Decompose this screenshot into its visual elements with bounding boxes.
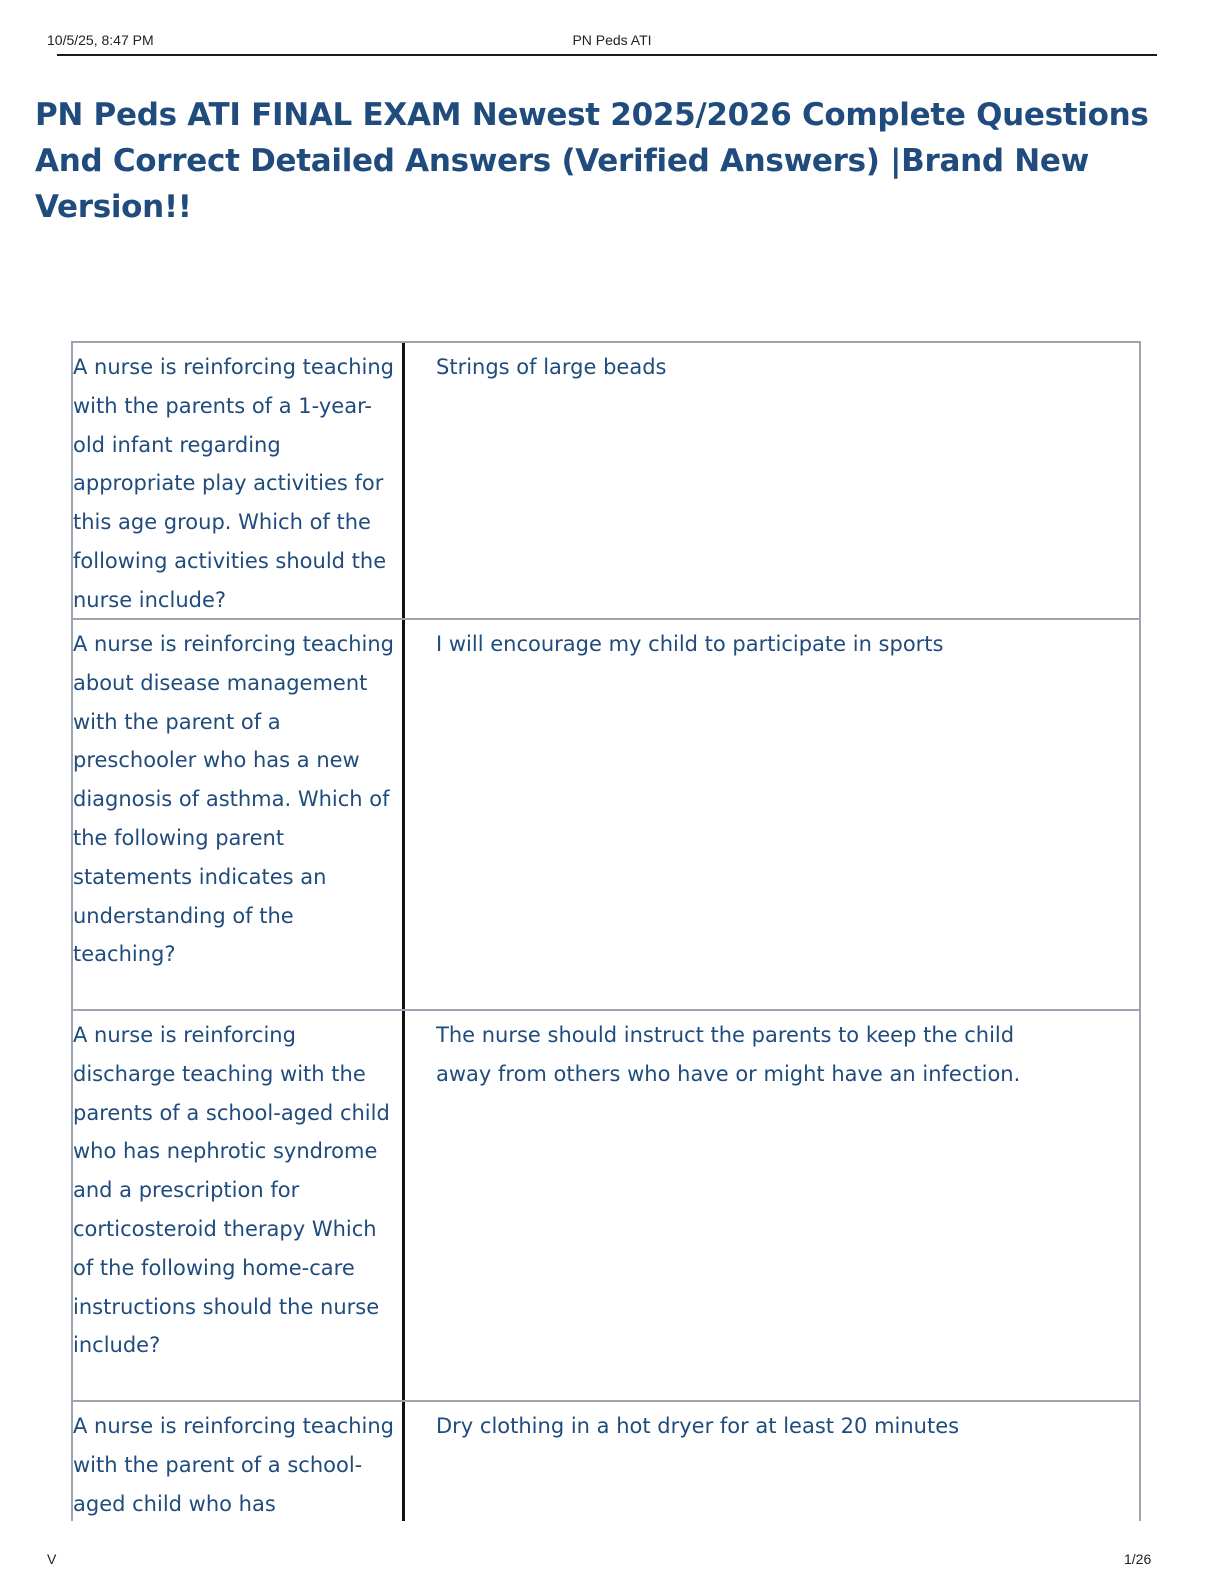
question-text: A nurse is reinforcing discharge teaching with the parents of a school-aged child who has nephrotic syndrome and a prescription for corticosteroid therapy Which of the following home-care instructions should the nurse include?: [73, 1023, 390, 1358]
answer-text: Dry clothing in a hot dryer for at least 20 minutes: [436, 1414, 960, 1438]
question-text: A nurse is reinforcing teaching about disease management with the parent of a preschooler who has a new diagnosis of asthma. Which of the following parent statements indicates an understanding of the teaching?: [73, 632, 394, 967]
answer-text: I will encourage my child to participate in sports: [436, 632, 944, 656]
header-divider: [57, 54, 1157, 56]
answer-text: The nurse should instruct the parents to keep the child away from others who have or might have an infection.: [436, 1023, 1021, 1086]
column-divider: [402, 620, 405, 1009]
qa-row: [73, 343, 1139, 620]
footer-mark: V: [47, 1551, 57, 1567]
question-text: A nurse is reinforcing teaching with the parent of a school-aged child who has: [73, 1414, 394, 1516]
page-number: 1/26: [1124, 1551, 1152, 1567]
qa-table: [71, 341, 1141, 1521]
qa-row: [73, 1011, 1139, 1402]
column-divider: [402, 1402, 405, 1521]
column-divider: [402, 1011, 405, 1400]
print-page-title: PN Peds ATI: [572, 32, 652, 48]
document-title: PN Peds ATI FINAL EXAM Newest 2025/2026 Complete Questions And Correct Detailed Answers (Verified Answers) |Brand New Version!!: [35, 97, 1149, 225]
question-text: A nurse is reinforcing teaching with the parents of a 1-year-old infant regarding appropriate play activities for this age group. Which of the following activities should the nurse include?: [73, 355, 394, 612]
column-divider: [402, 343, 405, 618]
qa-row: [73, 620, 1139, 1011]
qa-row: [73, 1402, 1139, 1521]
print-timestamp: 10/5/25, 8:47 PM: [47, 32, 154, 48]
answer-text: Strings of large beads: [436, 355, 667, 379]
